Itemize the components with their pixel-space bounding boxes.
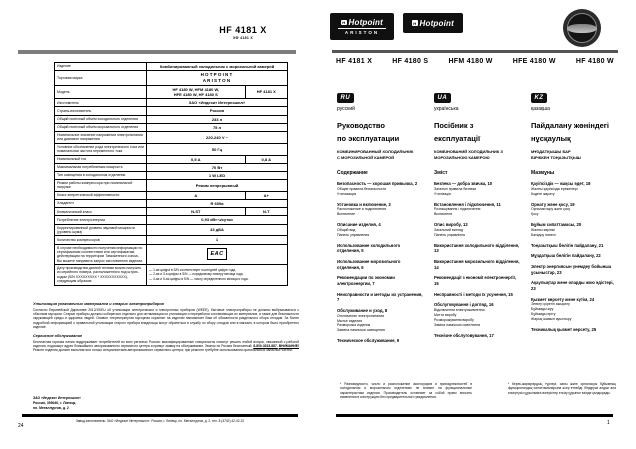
spec-values (147, 132, 287, 143)
address-line: ЗАО «Индезит Интернэшнл» (33, 396, 81, 400)
spec-label: Тип освещения в холодильном отделении (55, 172, 147, 179)
spec-values (147, 200, 287, 207)
spec-label: Климатический класс (55, 208, 147, 215)
model-title: HF 4181 X (219, 25, 267, 35)
toc-entry: Техникалық қызмет көрсету, 25 (531, 326, 597, 332)
spec-label: Номинальное значение напряжения электропитания или диапазон напряжения (55, 132, 147, 143)
language-badge-ru: RU (337, 93, 354, 103)
spec-label: Режим работы компрессора при номинальной нагрузке (55, 180, 147, 191)
toc-entry: Описание изделия, 4 (337, 222, 381, 228)
spec-values (147, 156, 287, 163)
toc-entry: Безпека — добра звичка, 10 (434, 181, 493, 187)
toc-entry: Рекомендации по экономии электроэнергии, 7 (337, 275, 395, 286)
toc-sub-entry: Утилизация (337, 191, 357, 196)
spec-values (147, 124, 287, 131)
spec-value: 233 л (211, 116, 223, 122)
toc-sub-entry: Утилізація (434, 191, 451, 196)
spec-row (55, 208, 287, 216)
spec-values (147, 71, 287, 85)
value-line: ARISTON (202, 78, 232, 84)
spec-values (147, 172, 287, 179)
warning-text: Ремонт изделия должен выполняться только специалистами авторизованного сервисного центра; при ремонте требуйте использования оригинальных запасных частей. (33, 348, 293, 353)
spec-values (147, 63, 287, 70)
toc-entry: Мұздатқыш бөлігін пайдалану, 22 (531, 253, 601, 259)
spec-value: A (147, 192, 246, 199)
spec-values (147, 107, 287, 114)
toc-sub-entry: Загальний вигляд (434, 227, 463, 232)
spec-label: Торговая марка (55, 71, 147, 85)
paragraph-service (33, 334, 299, 353)
cover-footer-rule (336, 414, 613, 417)
toc-entry: Встановлення і підключення, 11 (434, 201, 501, 207)
toc-sub-entry: Панель управління (434, 232, 465, 237)
warning-title: ВНИМАНИЕ! (278, 344, 299, 349)
spec-value (147, 86, 246, 98)
spec-value (147, 245, 287, 265)
spec-label: Изделие (55, 63, 147, 70)
appliance-type-line: БІРІККЕН ТОҢАЗЫТҚЫШ (531, 155, 581, 161)
value-line: HFE 4180 W, HF 4180 S (173, 92, 218, 98)
left-page-number: 24 (18, 423, 24, 429)
spec-row (55, 172, 287, 180)
toc-sub-entry: Жалпы көрінісі (531, 227, 556, 232)
spec-row (55, 180, 287, 192)
toc-entry: Қызмет көрсету және күтім, 24 (531, 296, 595, 302)
toc-sub-entry: Электр қорегін ажырату (531, 302, 570, 307)
toc-entry: Технічне обслуговування, 17 (434, 332, 494, 338)
paragraph-title: Сервисное обслуживание (33, 334, 83, 339)
manual-title-line: Посібник з (434, 121, 474, 130)
manual-title-line: по эксплуатации (337, 134, 400, 144)
spec-value: 75 л (212, 124, 222, 130)
toc-entry: Орнату және қосу, 19 (531, 201, 575, 207)
toc-list (434, 181, 520, 338)
appliance-type (531, 149, 617, 161)
cover-header-rule (332, 50, 618, 53)
toc-sub-entry: Жалпы қауіпсіздік ережелері (531, 186, 578, 191)
toc-sub-entry: Разморозка изделия (337, 323, 371, 328)
spec-label: Номинальный ток (55, 156, 147, 163)
manual-title (434, 119, 520, 145)
manual-title (337, 119, 423, 145)
spec-label: Общий полезный объем морозильного отделения (55, 124, 147, 131)
paragraph-recycling (33, 302, 299, 329)
model-number: HF 4180 S (392, 58, 429, 65)
spec-row (55, 107, 287, 115)
spec-label: Общий полезный объем холодильного отделения (55, 116, 147, 123)
left-page-title-block (183, 25, 303, 40)
spec-value: Россия (209, 108, 225, 114)
hotline-number: 8-800-3333-887. (253, 344, 278, 349)
address-line: пл. Металлургов, д. 2 (33, 405, 69, 410)
spec-value: Режим непрерывный (195, 182, 239, 188)
spec-row (55, 164, 287, 172)
manual-title-line: Руководство (337, 121, 386, 130)
toc-entry: Использование морозильного отделения, 6 (337, 258, 401, 270)
address-line: Россия, 398040, г. Липецк, (33, 400, 77, 405)
toc-sub-entry: Відключення електроживлення (434, 307, 485, 312)
spec-value: N-ST (147, 208, 246, 215)
toc-sub-entry: Басқару панелі (531, 232, 556, 237)
spec-value: A+ (263, 192, 269, 198)
toc-sub-entry: Загальні правила безпеки (434, 186, 477, 191)
toc-sub-entry: Жарық шамын ауыстыру (531, 316, 572, 321)
spec-value: HF 4181 X (256, 89, 276, 95)
left-header-rule (18, 50, 296, 54)
toc-sub-entry: Включение (337, 212, 356, 217)
toc-entry: Рекомендації з економії електроенергії, 15 (434, 275, 516, 286)
spec-row (55, 245, 287, 266)
hotpoint-logo-row (338, 18, 386, 29)
appliance-type-line: МҰЗДАТҚЫШЫ БАР (531, 149, 571, 155)
spec-table (54, 62, 288, 286)
spec-value: 50 Гц (211, 146, 223, 152)
spec-row (55, 71, 287, 86)
spec-label: Условное обозначение рода электрического тока или номинальная частота переменного тока (55, 144, 147, 155)
toc-entry: Безопасность — хорошая привычка, 2 (337, 181, 418, 187)
footnote-ru: * Разновидности, число и расположение аксессуаров и принадлежностей в холодильном и морозильном отделениях не влияют на функциональные характеристики изделия. Производитель оставляет за собой право вносить изменения в конструкцию без предварительного уведомления. (340, 382, 472, 400)
factory-footer-line: Завод-изготовитель: ЗАО «Индезит Интернэшнл», Россия, г. Липецк, пл. Металлургов, д. 2, тел. 8 (4742) 42-42-22 (75, 419, 245, 423)
hotpoint-square-icon: H (342, 20, 346, 25)
spec-values (147, 216, 287, 223)
spec-value: Комбинированный холодильник с морозильной камерой (159, 64, 275, 69)
model-subtitle: ХФ 4181 X (233, 36, 253, 40)
spec-label: Хладагент (55, 200, 147, 207)
toc-entry: Тоңазытқыш бөлігін пайдалану, 21 (531, 242, 604, 248)
spec-value: 43 дБА (210, 227, 224, 233)
language-column (531, 86, 617, 344)
spec-label: В случае необходимости получения информации по сертификатам соответствия или сертификатам, действующим на территории Таможенного союза, Вы можете направить запрос изготовителю изделия. (55, 245, 147, 265)
toc-entry: Несправності і методи їх усунення, 15 (434, 291, 513, 297)
appliance-type-line: КОМБІНОВАНИЙ ХОЛОДИЛЬНИК З (434, 149, 503, 155)
model-number: HFM 4180 W (448, 58, 493, 65)
cover-page-number: 1 (607, 420, 610, 426)
toc-sub-entry: Розташування і підключення (434, 207, 481, 212)
toc-sub-entry: Отключение электропитания (337, 313, 384, 318)
spec-values (147, 192, 287, 199)
spec-values (147, 236, 287, 243)
toc-entry: Техническое обслуживание, 9 (337, 338, 400, 344)
language-name: қазақша (531, 106, 550, 112)
hotpoint-logo (403, 13, 463, 33)
quality-seal-icon (563, 9, 601, 47)
appliance-type-line: КОМБИНИРОВАННЫЙ ХОЛОДИЛЬНИК (337, 149, 414, 155)
spec-label: Дату производства данной техники можно получить из серийного номера, расположенного под штрих-кодом (S/N XXXXXXXXX * XXXXXXXXXXX), следующим образом: (55, 265, 147, 285)
spec-value (147, 71, 287, 85)
toc-sub-entry: Қосу (531, 212, 539, 217)
spec-value: 0,5 А (147, 156, 246, 163)
paragraph-body: Согласно Европейской Директиве 2012/19/ЕU об утилизации электрических и электронных приборов (WEEE), бытовые электроприборы не должны выбрасываться с обычным мусором. Старые приборы должны собираться отдельно для оптимизации их утилизации и переработки составляющих их материалов, а также для безопасности окружающей среды и здоровья людей. Символ «перечеркнутая мусорная корзина» на изделии напоминает Вам об обязанности раздельного сбора отходов. За более подробной информацией о правильной утилизации старого прибора владельцы могут обратиться в службу по сбору отходов или в магазин, в котором было приобретено изделие. (33, 307, 299, 329)
toc-entry: Опис виробу, 12 (434, 222, 468, 228)
toc-entry: Электр энергиясын үнемдеу бойынша ұсыныстар, 23 (531, 263, 612, 275)
toc-sub-entry: Заміна лампочки освітлення (434, 322, 481, 327)
spec-row (55, 144, 287, 156)
model-number: HF 4180 W (575, 58, 614, 65)
toc-sub-entry: Мытье изделия (337, 318, 363, 323)
toc-entry: Ақаулықтар және оларды жою әдістері, 23 (531, 280, 614, 291)
language-name: русский (337, 106, 355, 112)
spec-label: Модель (55, 86, 147, 98)
footnote-kz: * Керек-жарақтардың түрлері, саны және орналасуы бұйымның функционалдық сипаттамаларына әсер етпейді. Өндіруші алдын ала ескертусіз құрылымға өзгерістер енгізу құқығын өзінде қалдырады. (508, 382, 616, 395)
paragraph-body (33, 340, 299, 353)
spec-values (147, 180, 287, 191)
language-badge-ua: UA (434, 93, 451, 103)
toc-sub-entry: Миття виробу (434, 312, 457, 317)
service-text: Бесплатная горячая линия поддерживает потребителей во всех регионах России: квалифицированные специалисты помогут решить любой вопрос, связанный с работой изделия, подскажут адрес ближайшего авторизованного сервисного центра и примут заявку на обслуживание. Звонок по России бесплатный: (33, 339, 299, 349)
spec-values (147, 225, 287, 236)
spec-value: R 600a (210, 201, 224, 206)
spec-value: 0,93 кВт·ч/сутки (201, 217, 233, 223)
toc-entry: Використання морозильного відділення, 14 (434, 258, 520, 270)
spec-row (55, 265, 287, 286)
appliance-type-line: С МОРОЗИЛЬНОЙ КАМЕРОЙ (337, 155, 395, 161)
spec-row (55, 200, 287, 208)
toc-entry: Неисправности и методы их устранения, 7 (337, 291, 423, 303)
spec-value: 1 (215, 237, 219, 243)
spec-row (55, 192, 287, 200)
spec-value: 0,8 А (261, 156, 272, 162)
manual-title (531, 119, 617, 145)
toc-sub-entry: Бұйымды еріту (531, 312, 556, 317)
spec-row (55, 124, 287, 132)
language-name: українська (434, 106, 459, 112)
spec-row (55, 156, 287, 164)
hotpoint-wordmark: Hotpoint (348, 18, 383, 27)
toc-heading: Зміст (434, 170, 448, 177)
spec-row (55, 225, 287, 237)
language-column (337, 86, 423, 344)
legal-paragraphs (33, 302, 299, 358)
spec-value: 70 Вт (211, 164, 223, 170)
value-line: HOTPOINT (200, 72, 234, 78)
spec-value: ЗАО «Индезит Интернэшнл» (188, 100, 246, 106)
toc-sub-entry: Общий вид (337, 227, 356, 232)
toc-sub-entry: Панель управления (337, 232, 370, 237)
spec-values (147, 99, 287, 106)
toc-entry: Установка и включение, 3 (337, 201, 391, 207)
spec-label: Корректированный уровень звуковой мощности (уровень шума) (55, 225, 147, 236)
toc-sub-entry: Кәдеге жарату (531, 191, 555, 196)
spec-label: Страна-изготовитель (55, 107, 147, 114)
spec-label: Класс энергетической эффективности (55, 192, 147, 199)
toc-sub-entry: Бұйымды жуу (531, 307, 554, 312)
appliance-type (434, 149, 520, 161)
hotpoint-square-icon: H (413, 20, 417, 26)
hotpoint-wordmark: Hotpoint (419, 18, 454, 28)
toc-entry: Обслуживание и уход, 8 (337, 307, 388, 313)
spec-row (55, 63, 287, 71)
manual-title-line: Пайдалану жөніндегі (531, 121, 610, 130)
spec-values (147, 265, 287, 285)
value-line: HF 4180 W, HFM 4180 W, (172, 86, 220, 92)
spec-label: Потребление электроэнергии (55, 216, 147, 223)
hotpoint-ariston-logo (330, 13, 394, 40)
spec-row (55, 236, 287, 244)
toc-list (337, 181, 423, 344)
spec-label: Количество компрессоров (55, 236, 147, 243)
eac-mark-icon: EAC (207, 248, 227, 260)
spec-label: Максимальная потребляемая мощность (55, 164, 147, 171)
toc-entry: Қауіпсіздік — жақсы әдет, 18 (531, 181, 591, 187)
spec-value: 1 W LED (208, 172, 226, 178)
serial-note: — 1-ая цифра в S/N соответствует последней цифре года, (149, 267, 236, 272)
spec-value (147, 265, 287, 285)
model-list (336, 58, 614, 65)
toc-heading: Содержание (337, 170, 368, 177)
toc-entry: Бұйым сипаттамасы, 20 (531, 222, 582, 228)
spec-row (55, 99, 287, 107)
spec-values (147, 144, 287, 155)
manual-title-line: нұсқаулық (531, 134, 571, 144)
toc-entry: Обслуговування і догляд, 16 (434, 302, 494, 308)
manual-title-line: експлуатації (434, 134, 481, 144)
left-footer-rule (22, 414, 298, 417)
spec-values (147, 116, 287, 123)
serial-note: — 4-ая и 5-ая цифры в S/N — числу определенного месяца и года. (149, 277, 249, 282)
spec-values (147, 164, 287, 171)
spec-values (147, 208, 287, 215)
spec-label: Изготовитель (55, 99, 147, 106)
spec-row (55, 132, 287, 144)
toc-sub-entry: Расположение и подключение (337, 207, 387, 212)
toc-sub-entry: Розморожування виробу (434, 317, 474, 322)
paragraph-title: Утилизация упаковочных материалов и старых электроприборов (33, 302, 164, 306)
serial-note: — 2-ая и 3-я цифры в S/N — порядковому номеру месяца года, (149, 272, 244, 277)
appliance-type (337, 149, 423, 161)
spec-row (55, 216, 287, 224)
spec-value: N-T (262, 209, 270, 215)
toc-sub-entry: Общие правила безопасности (337, 186, 387, 191)
language-badge-kz: KZ (531, 93, 547, 103)
spec-values (147, 86, 287, 98)
ariston-wordmark: ARISTON (344, 30, 380, 35)
toc-sub-entry: Включення (434, 212, 453, 217)
model-number: HFE 4180 W (512, 58, 556, 65)
spec-values (147, 245, 287, 265)
spec-row (55, 86, 287, 99)
cover-page (330, 0, 622, 449)
toc-entry: Использование холодильного отделения, 5 (337, 242, 401, 254)
spec-row (55, 116, 287, 124)
toc-heading: Мазмұны (531, 170, 555, 177)
toc-sub-entry: Орналастыру және қосу (531, 207, 571, 212)
address-block (33, 396, 81, 411)
language-column (434, 86, 520, 344)
appliance-type-line: МОРОЗИЛЬНОЮ КАМЕРОЮ (434, 155, 490, 161)
language-columns (337, 86, 617, 344)
toc-entry: Використання холодильного відділення, 13 (434, 242, 520, 254)
toc-list (531, 181, 617, 332)
model-number: HF 4181 X (336, 58, 373, 65)
spec-value: 220-240 V ~ (206, 134, 228, 140)
toc-sub-entry: Замена лампочки освещения (337, 328, 385, 333)
